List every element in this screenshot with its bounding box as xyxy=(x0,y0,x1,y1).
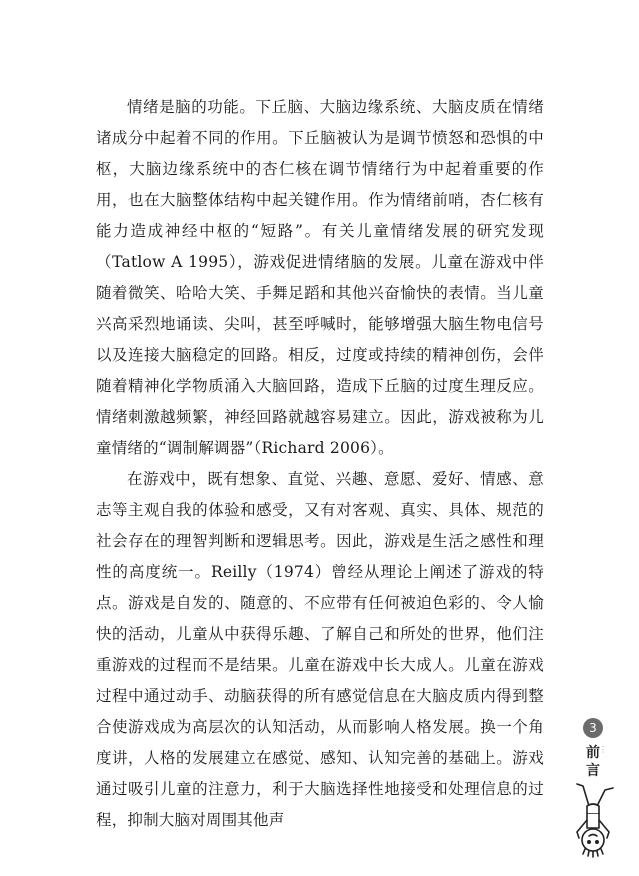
paragraph-2: 在游戏中，既有想象、直觉、兴趣、意愿、爱好、情感、意志等主观自我的体验和感受，又有对客观、真实、具体、规范的社会存在的理智判断和逻辑思考。因此，游戏是生活之感性和理性的高度统一。Reilly（1974）曾经从理论上阐述了游戏的特点。游戏是自发的、随意的、不应带有任何被迫色彩的、令人愉快的活动，儿童从中获得乐趣、了解自己和所处的世界，他们注重游戏的过程而不是结果。儿童在游戏中长大成人。儿童在游戏过程中通过动手、动脑获得的所有感觉信息在大脑皮质内得到整合使游戏成为高层次的认知活动，从而影响人格发展。换一个角度讲，人格的发展建立在感觉、感知、认知完善的基础上。游戏通过吸引儿童的注意力，利于大脑选择性地接受和处理信息的过程，抑制大脑对周围其他声 xyxy=(96,470,544,829)
section-label-char-1: 前 xyxy=(586,745,600,761)
cartoon-child-handstand-icon xyxy=(569,780,621,860)
section-label-char-2: 言 xyxy=(586,763,600,779)
dotted-divider: ⋮ xyxy=(599,745,608,754)
body-text xyxy=(96,92,544,836)
page-number: 3 xyxy=(583,718,603,738)
paragraph-1: 情绪是脑的功能。下丘脑、大脑边缘系统、大脑皮质在情绪诸成分中起着不同的作用。下丘脑被认为是调节愤怒和恐惧的中枢，大脑边缘系统中的杏仁核在调节情绪行为中起着重要的作用，也在大脑整体结构中起关键作用。作为情绪前哨，杏仁核有能力造成神经中枢的“短路”。有关儿童情绪发展的研究发现（Tatlow A 1995），游戏促进情绪脑的发展。儿童在游戏中伴随着微笑、哈哈大笑、手舞足蹈和其他兴奋愉快的表情。当儿童兴高采烈地诵读、尖叫，甚至呼喊时，能够增强大脑生物电信号以及连接大脑稳定的回路。相反，过度或持续的精神创伤，会伴随着精神化学物质涌入大脑回路，造成下丘脑的过度生理反应。情绪刺激越频繁，神经回路就越容易建立。因此，游戏被称为儿童情绪的“调制解调器”（Richard 2006）。 xyxy=(96,98,544,457)
page-marker xyxy=(573,718,613,780)
